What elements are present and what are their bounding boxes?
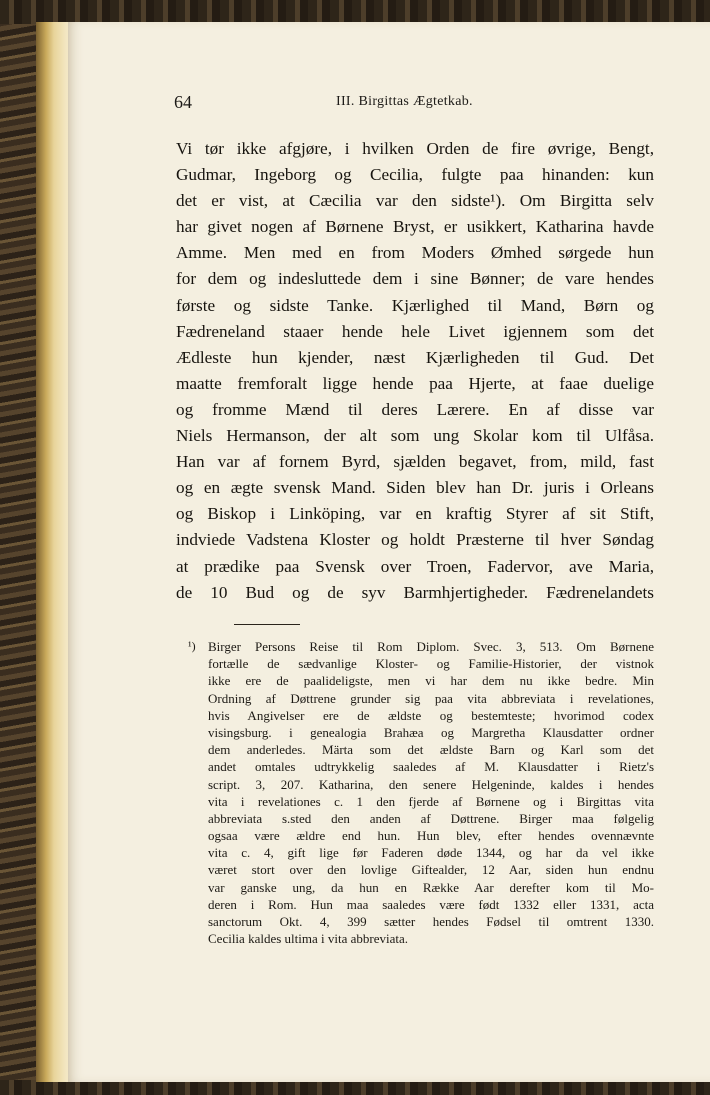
body-line: Ædleste hun kjender, næst Kjærligheden til Gud. Det <box>176 347 654 367</box>
footnote-line: ikke ere de paalideligste, men vi har dem nu ikke bedre. Min <box>208 673 654 689</box>
footnote-line: andet omtales udtrykkelig saaledes af M. Klausdatter i Rietz's <box>208 759 654 775</box>
footnote-line: fortælle de sædvanlige Kloster- og Familie-Historier, der vistnok <box>208 656 654 672</box>
body-line: og en ægte svensk Mand. Siden blev han Dr. juris i Orleans <box>176 478 654 498</box>
footnote-line: sanctorum Okt. 4, 399 sætter hendes Fødsel til omtrent 1330. <box>208 914 654 929</box>
footnote-line: hvis Angivelser ere de ældste og bestemteste; hvorimod codex <box>208 707 654 723</box>
footnote-line: Ordning af Døttrene grunder sig paa vita abbreviata i revelationes, <box>208 690 654 706</box>
footnote-line: ogsaa være ældre end hun. Hun blev, efter hendes ovennævnte <box>208 828 654 844</box>
body-line: de 10 Bud og de syv Barmhjertigheder. Fædrenelandets <box>176 582 654 602</box>
page-number: 64 <box>174 92 192 112</box>
body-line: og Biskop i Linköping, var en kraftig Styrer af sit Stift, <box>176 504 654 524</box>
footnote-line: vita i revelationes c. 1 den fjerde af Børnene og i Birgittas vita <box>208 793 654 809</box>
footnote-line: Birger Persons Reise til Rom Diplom. Svec. 3, 513. Om Børnene <box>208 639 654 654</box>
body-line: første og sidste Tanke. Kjærlighed til Mand, Børn og <box>176 295 654 315</box>
footnote-separator <box>234 624 300 625</box>
body-line: indviede Vadstena Kloster og holdt Præsterne til hver Søndag <box>176 530 654 550</box>
footnote-line: Cecilia kaldes ultima i vita abbreviata. <box>208 931 408 947</box>
footnote-line: været stort over den lovlige Giftealder, 12 Aar, siden hun endnu <box>208 862 654 878</box>
page-header <box>108 92 648 114</box>
body-line: det er vist, at Cæcilia var den sidste¹). Om Birgitta selv <box>176 191 654 211</box>
body-line: Vi tør ikke afgjøre, i hvilken Orden de fire øvrige, Bengt, <box>176 139 654 158</box>
body-line: Han var af fornem Byrd, sjælden begavet, from, mild, fast <box>176 452 654 472</box>
footnote <box>188 638 654 947</box>
body-line: for dem og indesluttede dem i sine Bønner; de vare hendes <box>176 269 654 289</box>
body-line: Gudmar, Ingeborg og Cecilia, fulgte paa hinanden: kun <box>176 165 654 185</box>
running-head: III. Birgittas Ægtetkab. <box>336 94 473 109</box>
book-top-edge <box>0 0 710 24</box>
book-bottom-edge <box>0 1080 710 1095</box>
footnote-line: visingsburg. i genealogia Brahæa og Margretha Klausdatter ordner <box>208 724 654 740</box>
body-line: maatte fremforalt ligge hende paa Hjerte, at faae duelige <box>176 373 654 393</box>
body-line: Fædreneland staaer hende hele Livet igjennem som det <box>176 321 654 341</box>
body-line: at prædike paa Svensk over Troen, Fadervor, ave Maria, <box>176 556 654 576</box>
footnote-line: script. 3, 207. Katharina, den senere Helgeninde, kaldes i hendes <box>208 776 654 792</box>
footnote-line: var ganske ung, da hun en Række Aar derefter kom til Mo- <box>208 879 654 895</box>
body-line: Niels Hermanson, der alt som ung Skolar kom til Ulfåsa. <box>176 426 654 446</box>
footnote-line: deren i Rom. Hun maa saaledes være født 1332 eller 1331, acta <box>208 896 654 912</box>
body-text <box>176 136 654 606</box>
footnote-line: vita c. 4, gift lige før Faderen døde 1344, og har da vel ikke <box>208 845 654 861</box>
body-line: og fromme Mænd til deres Lærere. En af disse var <box>176 399 654 419</box>
footnote-marker: ¹) <box>188 639 196 653</box>
body-line: har givet nogen af Børnene Bryst, er usikkert, Katharina havde <box>176 217 654 237</box>
footnote-line: abbreviata s.sted den anden af Døttrene. Birger maa følgelig <box>208 810 654 826</box>
footnote-line: dem anderledes. Märta som det ældste Barn og Karl som det <box>208 742 654 758</box>
body-line: Amme. Men med en from Moders Ømhed sørgede hun <box>176 243 654 263</box>
